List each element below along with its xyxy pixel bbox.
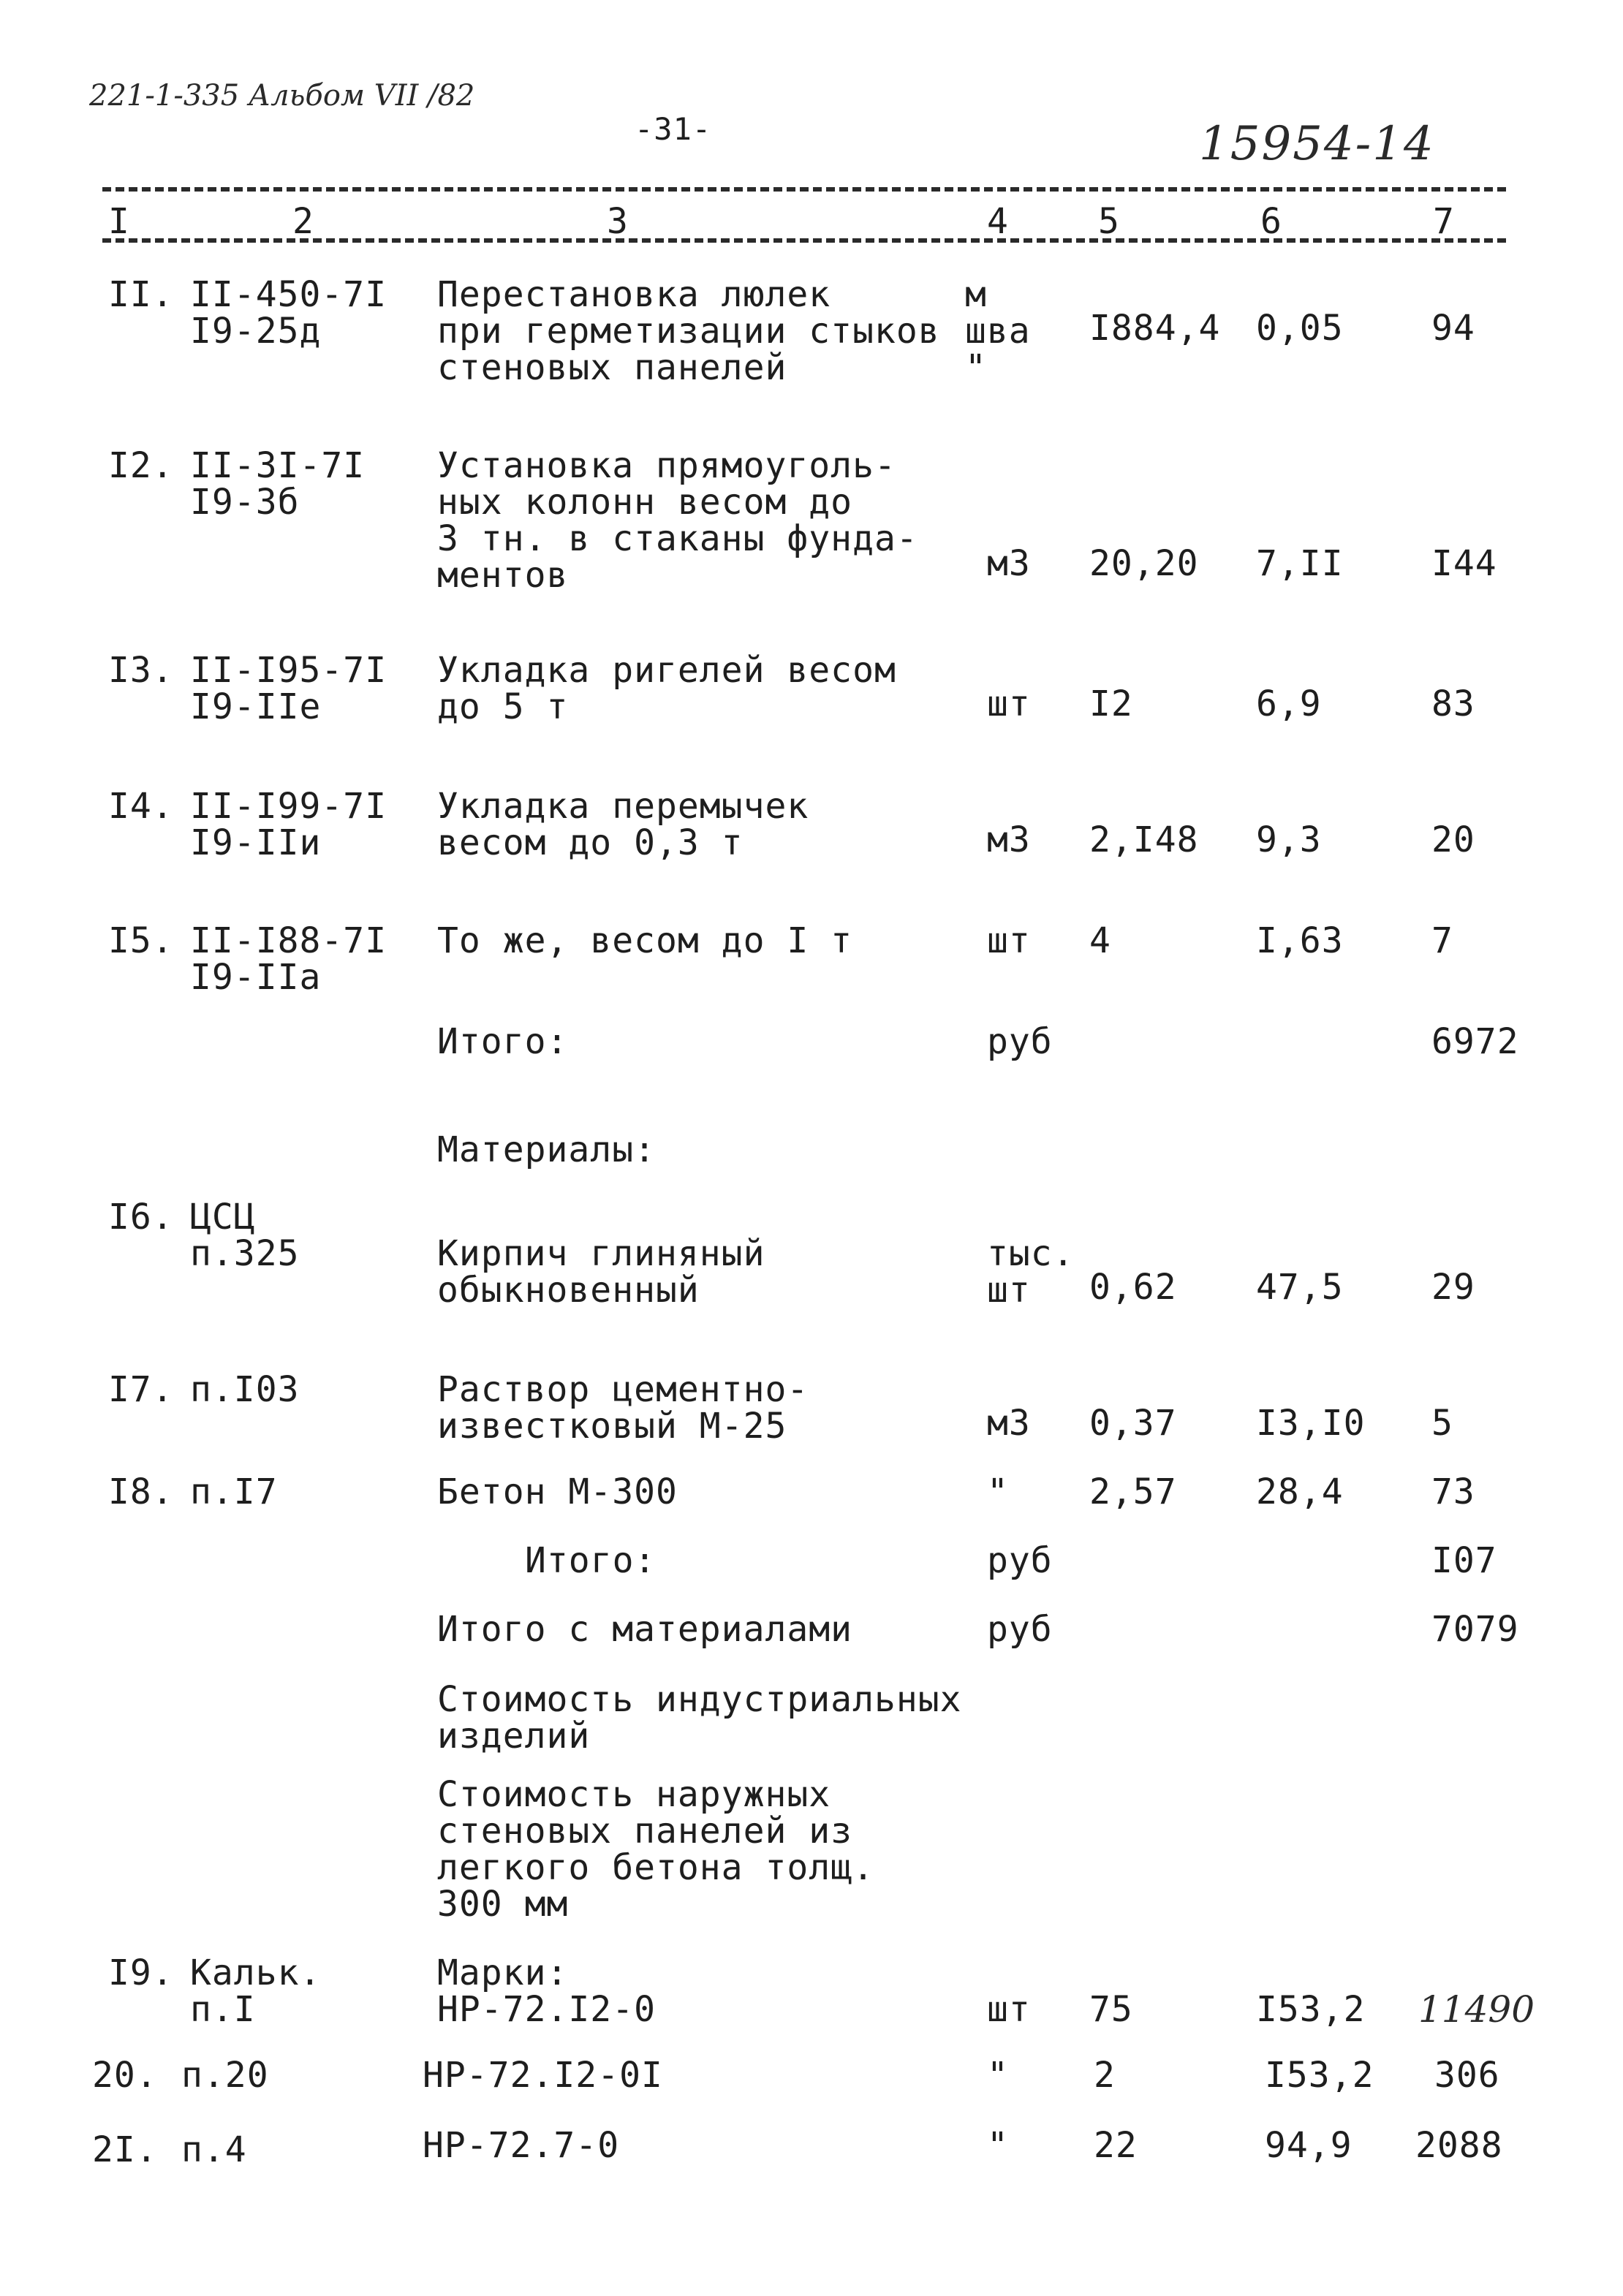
work-description: Перестановка люлек при герметизации стыков стеновых панелей — [437, 274, 940, 388]
unit: " — [987, 1471, 1009, 1512]
unit-price: 28,4 — [1256, 1471, 1344, 1512]
column-header-3: 3 — [607, 201, 629, 242]
row-number: I8. — [108, 1471, 174, 1512]
row-number: I5. — [108, 920, 174, 961]
norm-code: п.4 — [181, 2129, 247, 2170]
subtotal-label: Итого с материалами — [437, 1609, 853, 1650]
document-reference: 221-1-335 Альбом VII /82 — [89, 79, 475, 113]
header-bottom-rule — [102, 238, 1506, 243]
sheet-code: 15954-14 — [1199, 117, 1435, 171]
quantity: I884,4 — [1089, 308, 1221, 349]
norm-code: ЦСЦ п.325 — [190, 1197, 300, 1274]
norm-code: п.20 — [181, 2055, 269, 2096]
quantity: 0,37 — [1089, 1403, 1177, 1444]
unit: м3 — [987, 543, 1031, 584]
unit: м шва " — [965, 274, 1031, 388]
norm-code: п.I7 — [190, 1471, 278, 1512]
quantity: 2 — [1094, 2055, 1116, 2096]
unit: шт — [987, 920, 1031, 961]
total-cost: 83 — [1431, 683, 1475, 724]
norm-code: п.I03 — [190, 1369, 300, 1410]
unit: " — [987, 2125, 1009, 2166]
row-number: I2. — [108, 445, 174, 486]
total-cost: 5 — [1431, 1403, 1453, 1444]
norm-code: II-I99-7I I9-IIи — [190, 786, 387, 863]
work-description: НР-72.I2-0I — [423, 2055, 663, 2096]
unit: м3 — [987, 819, 1031, 860]
row-number: I3. — [108, 650, 174, 691]
norm-code: II-3I-7I I9-3б — [190, 445, 366, 523]
unit-price: I3,I0 — [1256, 1403, 1366, 1444]
materials-heading: Материалы: — [437, 1129, 656, 1170]
total-cost: 11490 — [1418, 1988, 1535, 2031]
work-description: Бетон М-300 — [437, 1471, 678, 1512]
unit: руб — [987, 1021, 1053, 1062]
work-description: Установка прямоуголь- ных колонн весом до 3 тн. в стаканы фунда- ментов — [437, 445, 918, 596]
section-note: Стоимость индустриальных изделий — [437, 1679, 962, 1757]
column-header-4: 4 — [987, 201, 1009, 242]
row-number: 20. — [92, 2055, 158, 2096]
total-cost: 20 — [1431, 819, 1475, 860]
work-description: Раствор цементно- известковый М-25 — [437, 1369, 809, 1447]
work-description: НР-72.7-0 — [423, 2125, 620, 2166]
work-description: Укладка перемычек весом до 0,3 т — [437, 786, 809, 863]
total-cost: I44 — [1431, 543, 1497, 584]
unit-price: 9,3 — [1256, 819, 1322, 860]
unit-price: 94,9 — [1265, 2125, 1352, 2166]
total-cost: 2088 — [1415, 2125, 1503, 2166]
row-number: 2I. — [92, 2129, 158, 2170]
work-description: Кирпич глиняный обыкновенный — [437, 1233, 765, 1311]
subtotal-label: Итого: — [437, 1021, 569, 1062]
column-header-7: 7 — [1433, 201, 1455, 242]
section-note: Стоимость наружных стеновых панелей из легкого бетона толщ. 300 мм — [437, 1774, 874, 1925]
unit-price: I53,2 — [1265, 2055, 1374, 2096]
total-cost: 94 — [1431, 308, 1475, 349]
unit-price: I,63 — [1256, 920, 1344, 961]
row-number: II. — [108, 274, 174, 315]
row-number: I6. — [108, 1197, 174, 1238]
unit-price: I53,2 — [1256, 1989, 1366, 2030]
unit: руб — [987, 1540, 1053, 1581]
total-cost: 73 — [1431, 1471, 1475, 1512]
norm-code: II-450-7I I9-25д — [190, 274, 387, 352]
column-header-6: 6 — [1260, 201, 1282, 242]
quantity: 2,I48 — [1089, 819, 1199, 860]
work-description: Укладка ригелей весом до 5 т — [437, 650, 896, 727]
quantity: 22 — [1094, 2125, 1138, 2166]
unit: " — [987, 2055, 1009, 2096]
unit: м3 — [987, 1403, 1031, 1444]
unit-price: 6,9 — [1256, 683, 1322, 724]
norm-code: II-I88-7I I9-IIа — [190, 920, 387, 998]
column-header-1: I — [108, 201, 130, 242]
norm-code: Кальк. п.I — [190, 1952, 322, 2030]
quantity: I2 — [1089, 683, 1133, 724]
total-cost: 29 — [1431, 1267, 1475, 1308]
unit-price: 47,5 — [1256, 1267, 1344, 1308]
page-number: -31- — [635, 111, 712, 147]
header-top-rule — [102, 187, 1506, 192]
unit: шт — [987, 683, 1031, 724]
quantity: 75 — [1089, 1989, 1133, 2030]
total-cost: 306 — [1434, 2055, 1500, 2096]
row-number: I4. — [108, 786, 174, 827]
subtotal-label: Итого: — [525, 1540, 657, 1581]
quantity: 2,57 — [1089, 1471, 1177, 1512]
quantity: 0,62 — [1089, 1267, 1177, 1308]
work-description: Марки: НР-72.I2-0 — [437, 1952, 656, 2030]
unit-price: 7,II — [1256, 543, 1344, 584]
unit: тыс. шт — [987, 1233, 1075, 1311]
total-cost: 7 — [1431, 920, 1453, 961]
quantity: 20,20 — [1089, 543, 1199, 584]
column-header-5: 5 — [1098, 201, 1120, 242]
unit-price: 0,05 — [1256, 308, 1344, 349]
total-cost: 7079 — [1431, 1609, 1519, 1650]
work-description: То же, весом до I т — [437, 920, 853, 961]
total-cost: 6972 — [1431, 1021, 1519, 1062]
quantity: 4 — [1089, 920, 1111, 961]
norm-code: II-I95-7I I9-IIе — [190, 650, 387, 727]
unit: шт — [987, 1989, 1031, 2030]
row-number: I9. — [108, 1952, 174, 1993]
row-number: I7. — [108, 1369, 174, 1410]
column-header-2: 2 — [292, 201, 314, 242]
unit: руб — [987, 1609, 1053, 1650]
total-cost: I07 — [1431, 1540, 1497, 1581]
